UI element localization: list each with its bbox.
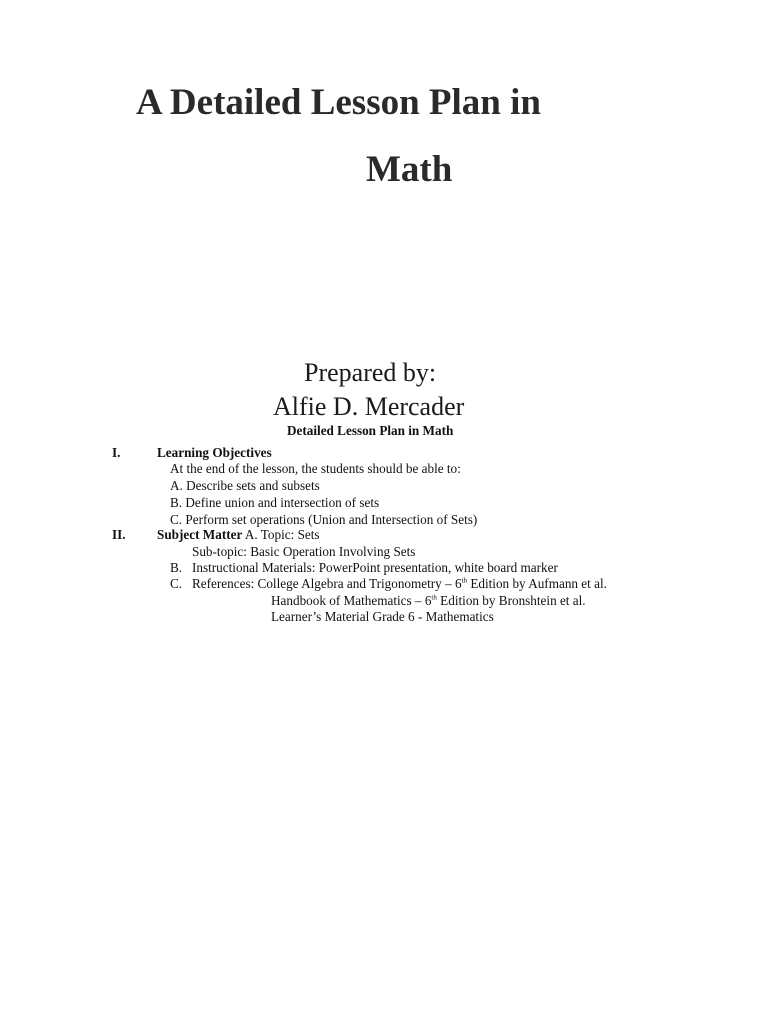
author-name: Alfie D. Mercader bbox=[273, 392, 465, 421]
reference-1: References: College Algebra and Trigonometry – 6th Edition by Aufmann et al. bbox=[192, 576, 607, 591]
reference-3: Learner’s Material Grade 6 - Mathematics bbox=[271, 609, 494, 624]
prepared-by-label: Prepared by: bbox=[304, 358, 437, 387]
section-2-line bbox=[157, 527, 320, 543]
section-2-title: Subject Matter bbox=[157, 527, 243, 542]
document-title-line-1: A Detailed Lesson Plan in bbox=[136, 82, 541, 123]
objective-item-c: C. Perform set operations (Union and Intersection of Sets) bbox=[170, 512, 478, 527]
section-1-title: Learning Objectives bbox=[157, 445, 272, 460]
document-title-line-2: Math bbox=[366, 149, 453, 190]
references-letter: C. bbox=[170, 576, 183, 591]
objective-item-a: A. Describe sets and subsets bbox=[170, 478, 320, 493]
materials-letter: B. bbox=[170, 560, 183, 575]
lesson-plan-heading: Detailed Lesson Plan in Math bbox=[287, 423, 454, 438]
reference-2: Handbook of Mathematics – 6th Edition by Bronshtein et al. bbox=[271, 593, 586, 608]
objectives-intro: At the end of the lesson, the students should be able to: bbox=[170, 461, 461, 476]
section-2-numeral: II. bbox=[112, 527, 126, 542]
objective-item-b: B. Define union and intersection of sets bbox=[170, 495, 380, 510]
section-1-numeral: I. bbox=[112, 445, 121, 460]
topic-text: A. Topic: Sets bbox=[242, 527, 320, 542]
materials-text: Instructional Materials: PowerPoint presentation, white board marker bbox=[192, 560, 558, 575]
subtopic-text: Sub-topic: Basic Operation Involving Sets bbox=[192, 544, 416, 559]
